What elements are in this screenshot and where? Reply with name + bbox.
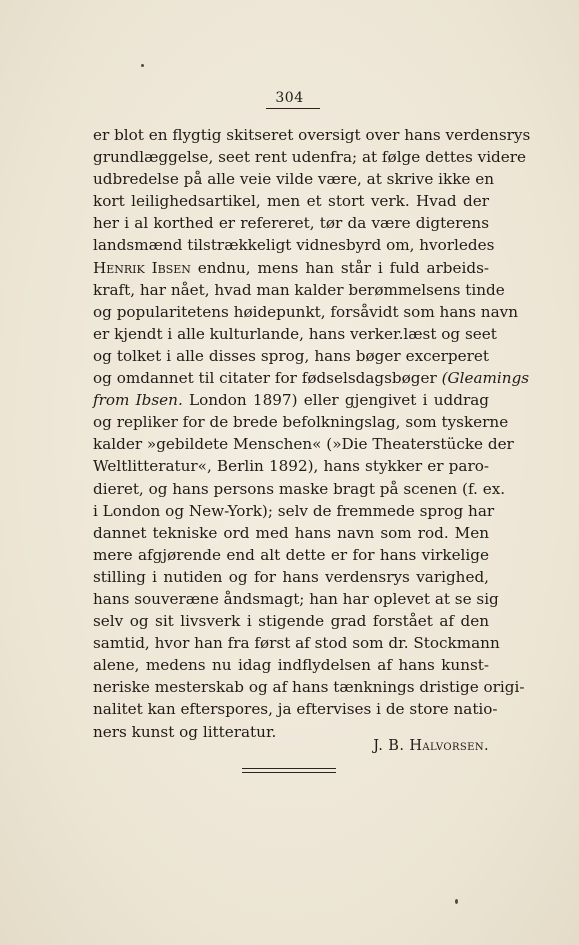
text-segment: er blot en flygtig skitseret oversigt over hans verdensrys — [93, 126, 531, 144]
text-segment: udbredelse på alle veie vilde være, at skrive ikke en — [93, 170, 495, 189]
text-line — [93, 279, 505, 301]
text-segment: stilling i nutiden og for hans verdensrys varighed, — [93, 567, 489, 586]
author-signature: J. B. Halvorsen. — [373, 738, 489, 754]
text-line — [93, 301, 518, 323]
text-line — [93, 411, 509, 433]
text-line — [93, 367, 530, 389]
text-segment: kort leilighedsartikel, men et stort verk. Hvad der — [93, 192, 489, 211]
body-paragraph — [93, 124, 531, 743]
text-segment: endnu, mens han står i fuld arbeids- — [190, 258, 489, 277]
text-segment: grundlæggelse, seet rent udenfra; at følge dettes videre — [93, 148, 527, 167]
page-number-rule — [266, 108, 320, 109]
text-line — [93, 522, 489, 544]
text-segment: Weltlitteratur«, Berlin 1892), hans stykker er paro- — [93, 457, 489, 476]
text-segment: hans souveræne åndsmagt; han har oplevet at se sig — [93, 589, 499, 608]
text-line — [93, 588, 499, 610]
text-segment: og popularitetens høidepunkt, forsåvidt som hans navn — [93, 302, 518, 321]
text-line — [93, 500, 495, 522]
text-line — [93, 345, 489, 367]
italic-title: from Ibsen. — [93, 391, 183, 410]
text-segment: samtid, hvor han fra først af stod som dr. Stockmann — [93, 634, 500, 653]
text-line — [93, 323, 497, 345]
text-line — [93, 124, 531, 146]
text-segment: selv og sit livsverk i stigende grad forstået af den — [93, 612, 489, 631]
text-line — [93, 433, 514, 455]
text-segment: dieret, og hans persons maske bragt på scenen (f. ex. — [93, 479, 506, 498]
text-line — [93, 234, 495, 256]
text-segment: alene, medens nu idag indflydelsen af hans kunst- — [93, 656, 489, 675]
page-number: 304 — [275, 90, 304, 106]
text-segment: London 1897) eller gjengivet i uddrag — [182, 391, 489, 410]
text-segment: neriske mesterskab og af hans tænknings dristige origi- — [93, 678, 525, 697]
end-double-rule — [242, 768, 336, 773]
italic-title: (Gleamings — [441, 369, 530, 388]
text-segment: kraft, har nået, hvad man kalder berømmelsens tinde — [93, 280, 505, 299]
text-line — [93, 478, 506, 500]
text-segment: dannet tekniske ord med hans navn som rod. Men — [93, 523, 489, 542]
text-segment: og repliker for de brede befolkningslag, som tyskerne — [93, 413, 509, 432]
text-segment: og omdannet til citater for fødselsdagsbøger — [93, 369, 442, 388]
text-line — [93, 212, 489, 234]
author-name: Henrik Ibsen — [93, 258, 191, 277]
text-line — [93, 698, 498, 720]
ink-speck — [141, 64, 144, 67]
text-segment: her i al korthed er refereret, tør da være digterens — [93, 214, 489, 233]
text-segment: landsmænd tilstrækkeligt vidnesbyrd om, hvorledes — [93, 236, 495, 255]
text-segment: kalder »gebildete Menschen« (»Die Theaterstücke der — [93, 435, 514, 454]
text-line — [93, 146, 527, 168]
text-line — [93, 389, 489, 411]
text-segment: nalitet kan efterspores, ja eftervises i de store natio- — [93, 700, 498, 719]
text-line — [93, 632, 500, 654]
text-line — [93, 257, 489, 279]
ink-speck — [455, 899, 458, 904]
text-segment: i London og New-York); selv de fremmede sprog har — [93, 501, 495, 520]
text-line — [93, 654, 489, 676]
text-segment: ners kunst og litteratur. — [93, 722, 277, 741]
text-segment: og tolket i alle disses sprog, hans bøger excerperet — [93, 346, 489, 365]
text-segment: er kjendt i alle kulturlande, hans verker.læst og seet — [93, 324, 497, 343]
text-line — [93, 566, 489, 588]
text-line — [93, 610, 489, 632]
text-segment: mere afgjørende end alt dette er for hans virkelige — [93, 545, 489, 564]
text-line — [93, 544, 489, 566]
text-line — [93, 676, 525, 698]
text-line — [93, 190, 489, 212]
text-line — [93, 455, 489, 477]
text-line — [93, 168, 495, 190]
